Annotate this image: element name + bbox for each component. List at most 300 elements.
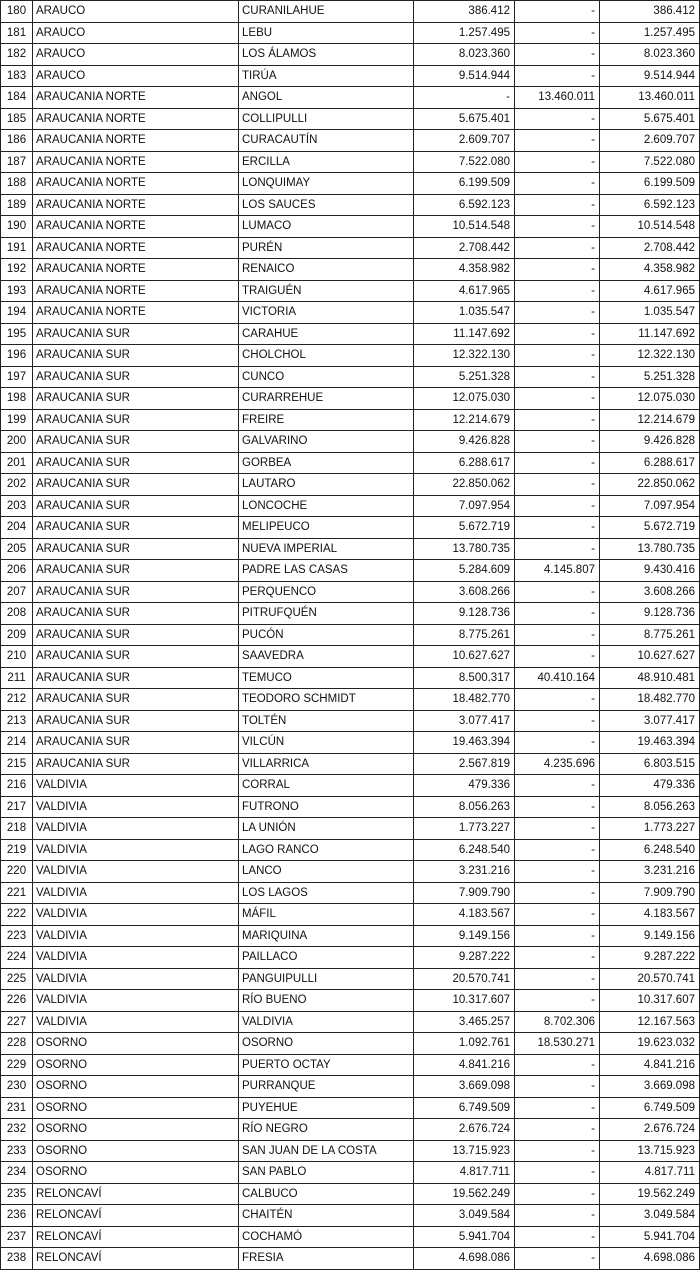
comuna-cell: VICTORIA [239,302,414,324]
table-row [1,646,700,668]
region-cell: RELONCAVÍ [33,1183,239,1205]
region-cell: ARAUCANIA NORTE [33,302,239,324]
amount-2-cell: - [515,947,600,969]
region-cell: ARAUCANIA SUR [33,517,239,539]
table-row [1,474,700,496]
amount-1-cell: 3.608.266 [414,581,515,603]
region-cell: ARAUCANIA SUR [33,603,239,625]
amount-2-cell: - [515,968,600,990]
row-number-cell: 190 [1,216,33,238]
amount-2-cell: - [515,22,600,44]
region-cell: OSORNO [33,1076,239,1098]
amount-2-cell: - [515,474,600,496]
amount-1-cell: 2.567.819 [414,753,515,775]
table-row [1,259,700,281]
comuna-cell: CALBUCO [239,1183,414,1205]
total-cell: 5.251.328 [600,366,700,388]
row-number-cell: 218 [1,818,33,840]
comuna-cell: TIRÚA [239,65,414,87]
table-row [1,1140,700,1162]
row-number-cell: 194 [1,302,33,324]
region-cell: ARAUCANIA NORTE [33,173,239,195]
region-cell: ARAUCANIA NORTE [33,259,239,281]
row-number-cell: 185 [1,108,33,130]
total-cell: 2.609.707 [600,130,700,152]
row-number-cell: 205 [1,538,33,560]
row-number-cell: 222 [1,904,33,926]
row-number-cell: 206 [1,560,33,582]
total-cell: 18.482.770 [600,689,700,711]
amount-2-cell: - [515,431,600,453]
comuna-cell: VALDIVIA [239,1011,414,1033]
table-row [1,689,700,711]
amount-1-cell: 7.522.080 [414,151,515,173]
comuna-cell: GALVARINO [239,431,414,453]
row-number-cell: 201 [1,452,33,474]
table-row [1,732,700,754]
amount-1-cell: 2.609.707 [414,130,515,152]
total-cell: 3.049.584 [600,1205,700,1227]
comuna-cell: LONQUIMAY [239,173,414,195]
region-cell: ARAUCANIA NORTE [33,151,239,173]
amount-1-cell: 4.698.086 [414,1248,515,1270]
comuna-cell: TEMUCO [239,667,414,689]
comuna-cell: PURRANQUE [239,1076,414,1098]
amount-1-cell: 3.077.417 [414,710,515,732]
region-cell: ARAUCANIA SUR [33,452,239,474]
region-cell: OSORNO [33,1162,239,1184]
comuna-cell: CURANILAHUE [239,1,414,23]
amount-2-cell: - [515,990,600,1012]
amount-1-cell: 4.617.965 [414,280,515,302]
table-row [1,22,700,44]
row-number-cell: 223 [1,925,33,947]
amount-1-cell: 6.199.509 [414,173,515,195]
region-cell: ARAUCANIA SUR [33,689,239,711]
amount-2-cell: - [515,624,600,646]
total-cell: 6.199.509 [600,173,700,195]
row-number-cell: 217 [1,796,33,818]
total-cell: 1.773.227 [600,818,700,840]
amount-1-cell: 22.850.062 [414,474,515,496]
comuna-cell: PUCÓN [239,624,414,646]
total-cell: 5.941.704 [600,1226,700,1248]
amount-2-cell: - [515,452,600,474]
row-number-cell: 187 [1,151,33,173]
region-cell: ARAUCANIA NORTE [33,130,239,152]
region-cell: ARAUCANIA SUR [33,495,239,517]
total-cell: 6.592.123 [600,194,700,216]
table-row [1,108,700,130]
table-row [1,990,700,1012]
amount-2-cell: 18.530.271 [515,1033,600,1055]
total-cell: 9.430.416 [600,560,700,582]
total-cell: 4.183.567 [600,904,700,926]
row-number-cell: 202 [1,474,33,496]
amount-2-cell: - [515,646,600,668]
row-number-cell: 204 [1,517,33,539]
total-cell: 2.708.442 [600,237,700,259]
row-number-cell: 210 [1,646,33,668]
row-number-cell: 191 [1,237,33,259]
table-row [1,1119,700,1141]
amount-2-cell: - [515,302,600,324]
region-cell: ARAUCANIA SUR [33,581,239,603]
amount-2-cell: - [515,796,600,818]
region-cell: ARAUCANIA SUR [33,732,239,754]
comuna-cell: RÍO BUENO [239,990,414,1012]
region-cell: OSORNO [33,1140,239,1162]
total-cell: 9.287.222 [600,947,700,969]
amount-1-cell: 5.941.704 [414,1226,515,1248]
row-number-cell: 197 [1,366,33,388]
comuna-cell: RENAICO [239,259,414,281]
amount-1-cell: 10.317.607 [414,990,515,1012]
comuna-cell: LOS LAGOS [239,882,414,904]
table-row [1,1011,700,1033]
total-cell: 5.672.719 [600,517,700,539]
amount-1-cell: 5.672.719 [414,517,515,539]
total-cell: 12.075.030 [600,388,700,410]
comuna-cell: LONCOCHE [239,495,414,517]
region-cell: ARAUCO [33,65,239,87]
comuna-cell: LOS SAUCES [239,194,414,216]
comuna-cell: TOLTÉN [239,710,414,732]
total-cell: 4.617.965 [600,280,700,302]
total-cell: 6.288.617 [600,452,700,474]
table-row [1,538,700,560]
comuna-cell: TRAIGUÉN [239,280,414,302]
comuna-cell: LEBU [239,22,414,44]
amount-2-cell: - [515,280,600,302]
comuna-cell: CORRAL [239,775,414,797]
total-cell: 12.214.679 [600,409,700,431]
comuna-cell: LANCO [239,861,414,883]
amount-1-cell: 8.500.317 [414,667,515,689]
amount-1-cell: 11.147.692 [414,323,515,345]
amount-2-cell: - [515,517,600,539]
comuna-cell: GORBEA [239,452,414,474]
amount-1-cell: 8.023.360 [414,44,515,66]
amount-2-cell: - [515,151,600,173]
row-number-cell: 207 [1,581,33,603]
amount-1-cell: 9.128.736 [414,603,515,625]
amount-1-cell: 479.336 [414,775,515,797]
amount-1-cell: 7.097.954 [414,495,515,517]
total-cell: 1.257.495 [600,22,700,44]
row-number-cell: 216 [1,775,33,797]
region-cell: VALDIVIA [33,1011,239,1033]
amount-1-cell: 20.570.741 [414,968,515,990]
comuna-cell: VILLARRICA [239,753,414,775]
total-cell: 20.570.741 [600,968,700,990]
comuna-cell: LA UNIÓN [239,818,414,840]
table-row [1,495,700,517]
total-cell: 9.514.944 [600,65,700,87]
region-cell: ARAUCANIA SUR [33,667,239,689]
table-row [1,194,700,216]
region-cell: OSORNO [33,1097,239,1119]
total-cell: 7.909.790 [600,882,700,904]
table-row [1,366,700,388]
total-cell: 1.035.547 [600,302,700,324]
amount-1-cell: 1.035.547 [414,302,515,324]
total-cell: 6.749.509 [600,1097,700,1119]
comuna-cell: CHOLCHOL [239,345,414,367]
comuna-cell: PANGUIPULLI [239,968,414,990]
region-cell: ARAUCANIA SUR [33,409,239,431]
amount-2-cell: - [515,194,600,216]
region-cell: VALDIVIA [33,882,239,904]
total-cell: 13.780.735 [600,538,700,560]
total-cell: 12.322.130 [600,345,700,367]
amount-2-cell: - [515,345,600,367]
table-body [1,1,700,1270]
comuna-cell: VILCÚN [239,732,414,754]
amount-2-cell: - [515,861,600,883]
row-number-cell: 181 [1,22,33,44]
amount-1-cell: 9.426.828 [414,431,515,453]
total-cell: 13.460.011 [600,87,700,109]
region-cell: OSORNO [33,1054,239,1076]
row-number-cell: 213 [1,710,33,732]
row-number-cell: 211 [1,667,33,689]
row-number-cell: 212 [1,689,33,711]
amount-2-cell: - [515,259,600,281]
amount-1-cell: 12.214.679 [414,409,515,431]
region-cell: ARAUCANIA SUR [33,474,239,496]
total-cell: 4.698.086 [600,1248,700,1270]
amount-1-cell: 8.056.263 [414,796,515,818]
table-row [1,517,700,539]
amount-1-cell: 3.231.216 [414,861,515,883]
table-row [1,87,700,109]
comuna-cell: COCHAMÓ [239,1226,414,1248]
amount-1-cell: 1.773.227 [414,818,515,840]
amount-2-cell: - [515,839,600,861]
total-cell: 19.562.249 [600,1183,700,1205]
amount-2-cell: - [515,603,600,625]
comuna-cell: PITRUFQUÉN [239,603,414,625]
amount-1-cell: 6.592.123 [414,194,515,216]
region-cell: ARAUCANIA SUR [33,710,239,732]
amount-1-cell: 5.251.328 [414,366,515,388]
amount-1-cell: 12.322.130 [414,345,515,367]
comuna-cell: PAILLACO [239,947,414,969]
total-cell: 5.675.401 [600,108,700,130]
comuna-cell: ERCILLA [239,151,414,173]
region-cell: ARAUCANIA NORTE [33,108,239,130]
table-row [1,861,700,883]
comuna-cell: NUEVA IMPERIAL [239,538,414,560]
comuna-cell: PERQUENCO [239,581,414,603]
amount-1-cell: 4.841.216 [414,1054,515,1076]
amount-1-cell: 12.075.030 [414,388,515,410]
region-cell: ARAUCO [33,22,239,44]
table-row [1,581,700,603]
total-cell: 10.627.627 [600,646,700,668]
comuna-cell: LOS ÁLAMOS [239,44,414,66]
amount-1-cell: 5.675.401 [414,108,515,130]
amount-2-cell: - [515,904,600,926]
amount-2-cell: - [515,323,600,345]
table-row [1,345,700,367]
region-cell: VALDIVIA [33,861,239,883]
amount-1-cell: 18.482.770 [414,689,515,711]
amount-2-cell: 40.410.164 [515,667,600,689]
region-cell: ARAUCANIA NORTE [33,216,239,238]
amount-1-cell: 19.562.249 [414,1183,515,1205]
table-row [1,839,700,861]
total-cell: 22.850.062 [600,474,700,496]
amount-2-cell: - [515,1226,600,1248]
table-row [1,968,700,990]
comuna-cell: LAUTARO [239,474,414,496]
region-cell: ARAUCANIA NORTE [33,237,239,259]
region-cell: ARAUCANIA SUR [33,388,239,410]
region-cell: ARAUCANIA NORTE [33,194,239,216]
amount-1-cell: 6.749.509 [414,1097,515,1119]
amount-2-cell: - [515,1097,600,1119]
table-row [1,925,700,947]
table-row [1,173,700,195]
amount-2-cell: 4.145.807 [515,560,600,582]
row-number-cell: 237 [1,1226,33,1248]
region-cell: RELONCAVÍ [33,1226,239,1248]
table-row [1,624,700,646]
comuna-cell: OSORNO [239,1033,414,1055]
table-row [1,237,700,259]
table-row [1,775,700,797]
table-row [1,560,700,582]
comuna-cell: MARIQUINA [239,925,414,947]
amount-1-cell: 10.514.548 [414,216,515,238]
total-cell: 19.463.394 [600,732,700,754]
row-number-cell: 203 [1,495,33,517]
amount-1-cell: 2.676.724 [414,1119,515,1141]
amount-2-cell: 8.702.306 [515,1011,600,1033]
amount-2-cell: - [515,732,600,754]
total-cell: 12.167.563 [600,1011,700,1033]
row-number-cell: 200 [1,431,33,453]
row-number-cell: 234 [1,1162,33,1184]
row-number-cell: 219 [1,839,33,861]
table-row [1,1183,700,1205]
comuna-cell: PUYEHUE [239,1097,414,1119]
region-cell: VALDIVIA [33,990,239,1012]
row-number-cell: 221 [1,882,33,904]
region-cell: ARAUCANIA SUR [33,624,239,646]
amount-2-cell: - [515,1,600,23]
table-row [1,216,700,238]
row-number-cell: 232 [1,1119,33,1141]
table-row [1,130,700,152]
table-row [1,302,700,324]
row-number-cell: 224 [1,947,33,969]
row-number-cell: 188 [1,173,33,195]
table-row [1,1205,700,1227]
total-cell: 10.514.548 [600,216,700,238]
amount-1-cell: 7.909.790 [414,882,515,904]
row-number-cell: 195 [1,323,33,345]
total-cell: 19.623.032 [600,1033,700,1055]
amount-1-cell: - [414,87,515,109]
region-cell: OSORNO [33,1033,239,1055]
amount-1-cell: 2.708.442 [414,237,515,259]
comuna-cell: LUMACO [239,216,414,238]
total-cell: 4.817.711 [600,1162,700,1184]
amount-2-cell: - [515,538,600,560]
amount-2-cell: - [515,775,600,797]
row-number-cell: 220 [1,861,33,883]
row-number-cell: 214 [1,732,33,754]
region-cell: ARAUCANIA SUR [33,366,239,388]
total-cell: 8.023.360 [600,44,700,66]
row-number-cell: 230 [1,1076,33,1098]
total-cell: 479.336 [600,775,700,797]
region-cell: ARAUCANIA SUR [33,323,239,345]
table-row [1,882,700,904]
comuna-cell: CHAITÉN [239,1205,414,1227]
region-cell: OSORNO [33,1119,239,1141]
table-row [1,710,700,732]
amount-2-cell: - [515,366,600,388]
table-row [1,1162,700,1184]
row-number-cell: 186 [1,130,33,152]
total-cell: 7.522.080 [600,151,700,173]
amount-1-cell: 3.465.257 [414,1011,515,1033]
amount-1-cell: 10.627.627 [414,646,515,668]
comuna-cell: TEODORO SCHMIDT [239,689,414,711]
amount-1-cell: 8.775.261 [414,624,515,646]
amount-2-cell: - [515,710,600,732]
amount-1-cell: 1.092.761 [414,1033,515,1055]
table-row [1,1,700,23]
row-number-cell: 215 [1,753,33,775]
table-row [1,409,700,431]
row-number-cell: 225 [1,968,33,990]
table-row [1,452,700,474]
table-row [1,1054,700,1076]
region-cell: ARAUCO [33,1,239,23]
amount-1-cell: 13.780.735 [414,538,515,560]
row-number-cell: 226 [1,990,33,1012]
total-cell: 3.608.266 [600,581,700,603]
total-cell: 9.426.828 [600,431,700,453]
total-cell: 4.358.982 [600,259,700,281]
comuna-cell: RÍO NEGRO [239,1119,414,1141]
comuna-cell: SAN PABLO [239,1162,414,1184]
table-row [1,1097,700,1119]
table-row [1,947,700,969]
amount-2-cell: - [515,130,600,152]
total-cell: 10.317.607 [600,990,700,1012]
amount-2-cell: - [515,1140,600,1162]
comuna-cell: MÁFIL [239,904,414,926]
comuna-cell: COLLIPULLI [239,108,414,130]
table-row [1,323,700,345]
table-row [1,818,700,840]
region-cell: ARAUCANIA SUR [33,538,239,560]
amount-2-cell: - [515,1054,600,1076]
row-number-cell: 227 [1,1011,33,1033]
row-number-cell: 199 [1,409,33,431]
amount-2-cell: - [515,689,600,711]
row-number-cell: 235 [1,1183,33,1205]
comuna-cell: FUTRONO [239,796,414,818]
comuna-cell: PURÉN [239,237,414,259]
region-cell: RELONCAVÍ [33,1248,239,1270]
